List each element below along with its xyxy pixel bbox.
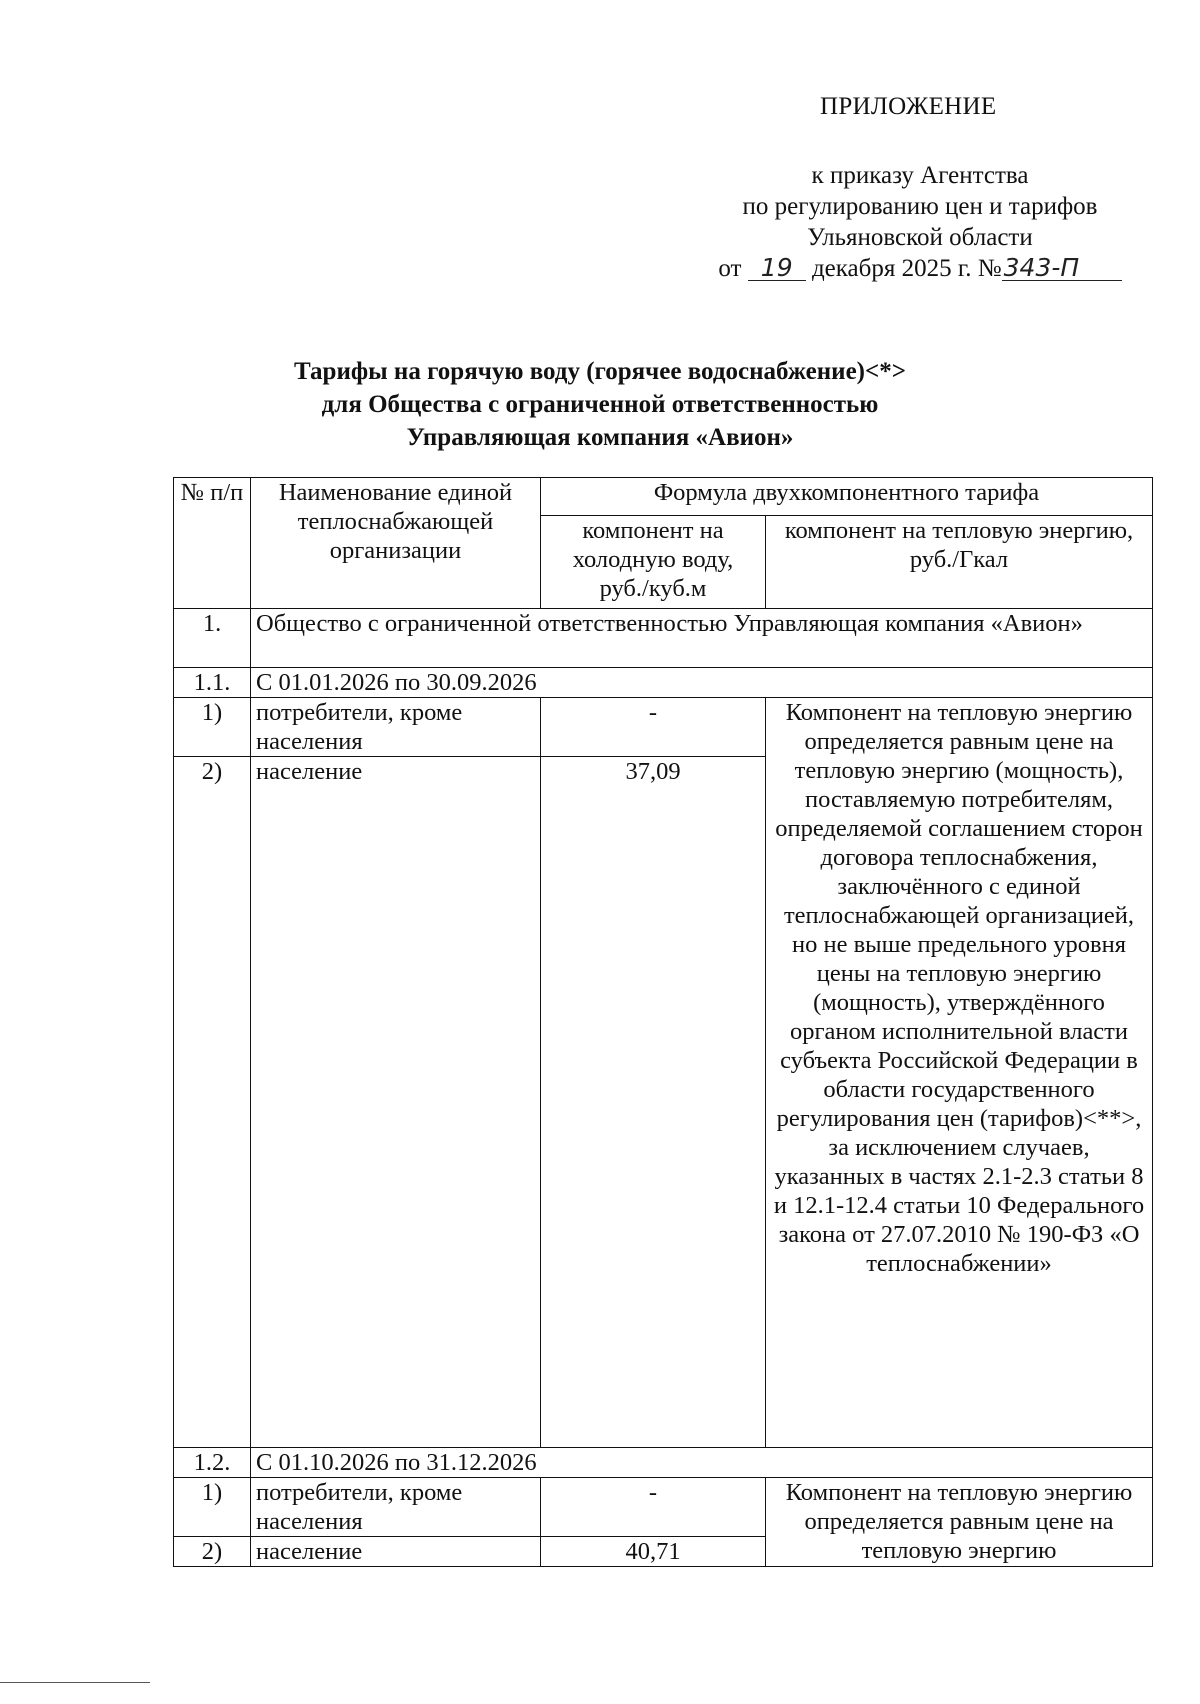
period-num: 1.1. <box>174 668 251 698</box>
header-num: № п/п <box>174 478 251 609</box>
date-middle: декабря 2025 г. № <box>811 255 1002 282</box>
appendix-line-1: к приказу Агентства <box>811 162 1029 189</box>
appendix-lines <box>690 160 1150 284</box>
header-formula: Формула двухкомпонентного тарифа <box>541 478 1153 516</box>
document-title <box>0 355 1200 454</box>
appendix-date-line <box>690 253 1150 284</box>
consumer-cell: население <box>251 1537 541 1567</box>
tariff-table <box>173 477 1153 1567</box>
table-header-row <box>174 478 1153 516</box>
cold-value-cell: 37,09 <box>541 757 766 1448</box>
appendix-line-2: по регулированию цен и тарифов <box>742 193 1098 220</box>
org-num: 1. <box>174 609 251 668</box>
handwritten-day: 19 <box>748 256 806 281</box>
title-line-1: Тарифы на горячую воду (горячее водоснабжение)<*> <box>294 358 906 385</box>
table-row <box>174 1478 1153 1537</box>
cold-value-cell: - <box>541 1478 766 1537</box>
org-row <box>174 609 1153 668</box>
cold-value-cell: 40,71 <box>541 1537 766 1567</box>
row-num: 1) <box>174 1478 251 1537</box>
cold-value-cell: - <box>541 698 766 757</box>
header-heat-component: компонент на тепловую энергию, руб./Гкал <box>766 515 1153 608</box>
org-name: Общество с ограниченной ответственностью Управляющая компания «Авион» <box>251 609 1153 668</box>
handwritten-number: 343-П <box>1002 256 1122 281</box>
row-num: 2) <box>174 1537 251 1567</box>
header-org: Наименование единой теплоснабжающей организации <box>251 478 541 609</box>
title-line-2: для Общества с ограниченной ответственностью <box>321 391 879 418</box>
date-prefix: от <box>718 255 742 282</box>
header-cold-component: компонент на холодную воду, руб./куб.м <box>541 515 766 608</box>
appendix-line-3: Ульяновской области <box>807 224 1033 251</box>
period-row <box>174 668 1153 698</box>
table-row <box>174 698 1153 757</box>
row-num: 1) <box>174 698 251 757</box>
heat-component-text: Компонент на тепловую энергию определяется равным цене на тепловую энергию <box>766 1478 1153 1567</box>
consumer-cell: потребители, кроме населения <box>251 1478 541 1537</box>
heat-component-text: Компонент на тепловую энергию определяется равным цене на тепловую энергию (мощность), поставляемую потребителям, определяемой соглашением сторон договора теплоснабжения, заключённого с единой теплоснабжающей организацией, но не выше предельного уровня цены на тепловую энергию (мощность), утверждённого органом исполнительной власти субъекта Российской Федерации в области государственного регулирования цен (тарифов)<**>, за исключением случаев, указанных в частях 2.1-2.3 статьи 8 и 12.1-12.4 статьи 10 Федерального закона от 27.07.2010 № 190-ФЗ «О теплоснабжении» <box>766 698 1153 1448</box>
period-label: С 01.01.2026 по 30.09.2026 <box>251 668 1153 698</box>
period-label: С 01.10.2026 по 31.12.2026 <box>251 1448 1153 1478</box>
appendix-title: ПРИЛОЖЕНИЕ <box>820 93 997 120</box>
period-row <box>174 1448 1153 1478</box>
consumer-cell: население <box>251 757 541 1448</box>
row-num: 2) <box>174 757 251 1448</box>
title-line-3: Управляющая компания «Авион» <box>406 424 794 451</box>
consumer-cell: потребители, кроме населения <box>251 698 541 757</box>
footnote-divider <box>0 1682 150 1683</box>
period-num: 1.2. <box>174 1448 251 1478</box>
